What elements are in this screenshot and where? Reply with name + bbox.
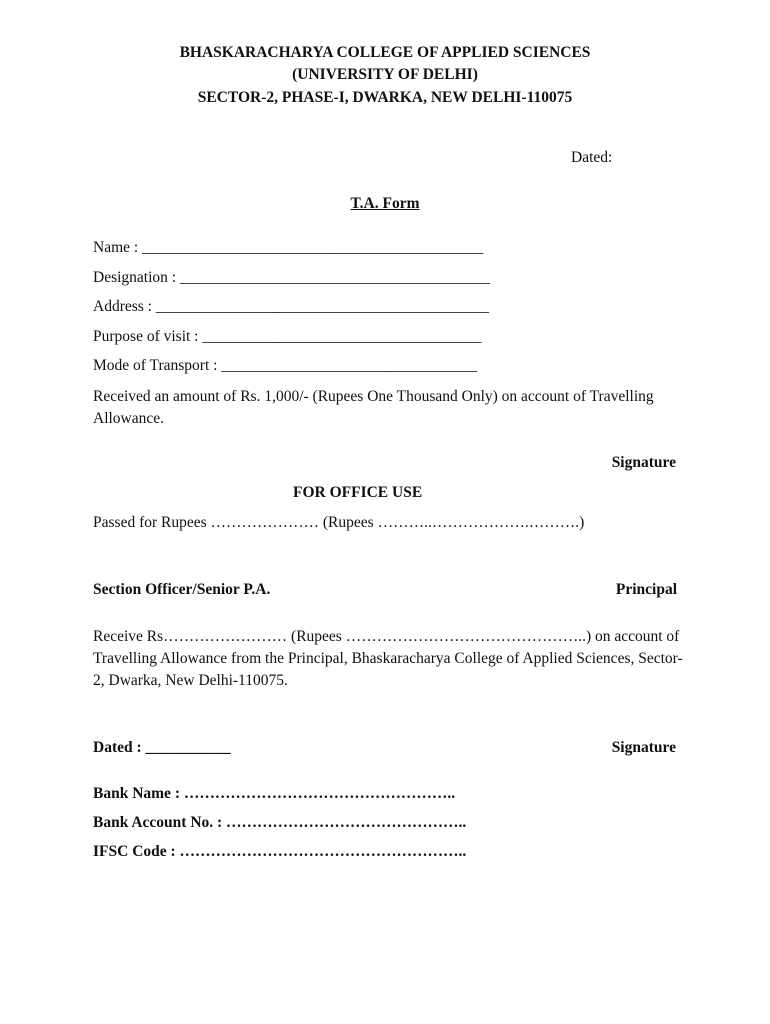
dated-label: Dated: [571, 149, 613, 166]
name-field: Name : ____________________________________________ [93, 239, 484, 256]
passed-for-line: Passed for Rupees ………………… (Rupees ………..……………….……….) [93, 514, 585, 531]
office-use-heading: FOR OFFICE USE [293, 484, 423, 501]
section-officer-label: Section Officer/Senior P.A. [93, 581, 271, 598]
dated-line: Dated : ___________ [93, 739, 231, 756]
college-address: SECTOR-2, PHASE-I, DWARKA, NEW DELHI-110075 [197, 89, 573, 106]
received-statement: Received an amount of Rs. 1,000/- (Rupees One Thousand Only) on account of Travelling Allowance. [93, 388, 654, 427]
form-title: T.A. Form [350, 195, 420, 212]
designation-field: Designation : ________________________________________ [93, 269, 490, 286]
purpose-field: Purpose of visit : ____________________________________ [93, 328, 482, 345]
signature-label-2: Signature [611, 739, 676, 756]
bank-name-field: Bank Name : …………………………………………….. [93, 785, 456, 802]
bank-account-field: Bank Account No. : ……………………………………….. [93, 814, 467, 831]
receive-statement: Receive Rs…………………… (Rupees ………………………………………..) on account of Travelling Allowance from the Principal, Bhaskaracharya College of Applied Sciences, Sector-2, Dwarka, New Delhi-110075. [93, 628, 683, 689]
ifsc-code-field: IFSC Code : ……………………………………………….. [93, 843, 467, 860]
college-name: BHASKARACHARYA COLLEGE OF APPLIED SCIENCES [179, 44, 591, 61]
address-field: Address : ___________________________________________ [93, 298, 490, 315]
transport-field: Mode of Transport : _________________________________ [93, 357, 478, 374]
principal-label: Principal [615, 581, 677, 598]
signature-label: Signature [611, 454, 676, 471]
university-name: (UNIVERSITY OF DELHI) [292, 66, 478, 83]
